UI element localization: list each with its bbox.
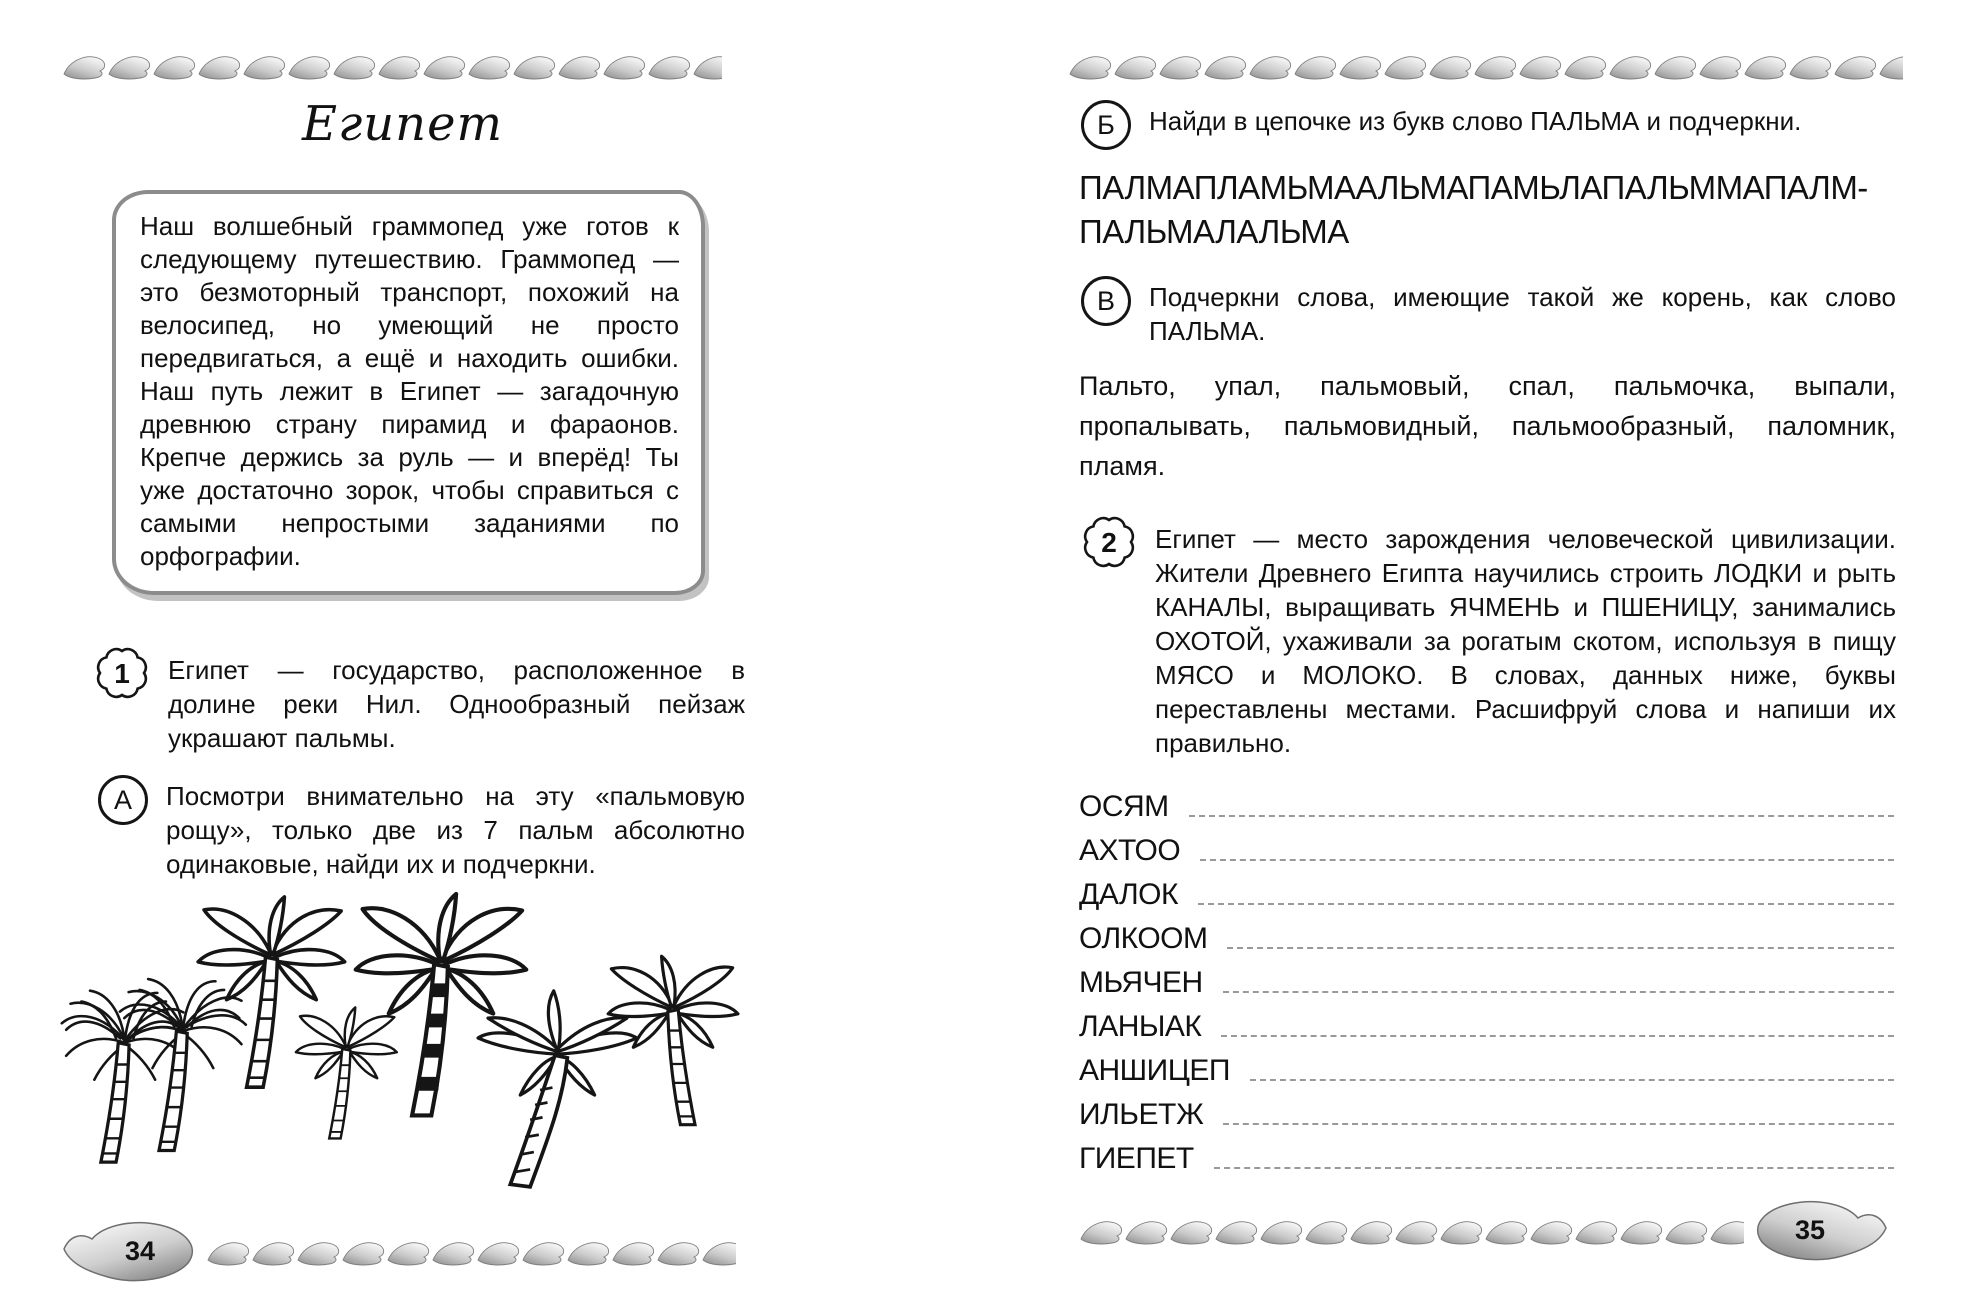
right-page [1063, 52, 1908, 1266]
answer-line[interactable] [1198, 902, 1894, 905]
scrambled-word-row [1079, 826, 1896, 870]
scrambled-word-row [1079, 782, 1896, 826]
scrambled-word: АНШИЦЕП [1079, 1054, 1230, 1087]
root-words-list: Пальто, упал, пальмовый, спал, пальмочка, выпали, пропалывать, пальмовидный, пальмообразный, паломник, пламя. [1079, 371, 1896, 481]
task-b [1081, 102, 1896, 150]
scrambled-words-list [1079, 782, 1896, 1178]
scrambled-word: АХТОО [1079, 834, 1181, 867]
palm-tree-5 [356, 894, 527, 1116]
intro-text: Наш волшебный граммопед уже готов к следующему путешествию. Граммопед — это безмоторный транспорт, похожий на велосипед, но умеющий не просто передвигаться, а ещё и находить ошибки. Наш путь лежит в Египет — загадочную древнюю страну пирамид и фараонов. Крепче держись за руль — и вперёд! Ты уже достаточно зорок, чтобы справиться с самыми непростыми заданиями по орфографии. [140, 211, 679, 571]
task-1-text: Египет — государство, расположенное в долине реки Нил. Однообразный пейзаж украшают пальмы. [168, 655, 745, 753]
scrambled-word-row [1079, 870, 1896, 914]
bottom-border-left [60, 1219, 745, 1287]
bottom-border-right [1079, 1198, 1896, 1266]
palm-tree-2 [120, 979, 246, 1150]
scrambled-word-row [1079, 1134, 1896, 1178]
page-number-leaf [60, 1219, 204, 1287]
task-2 [1081, 520, 1896, 760]
scrambled-word-row [1079, 1090, 1896, 1134]
task-v-badge: В [1081, 276, 1131, 326]
task-a [98, 777, 745, 881]
task-2-text: Египет — место зарождения человеческой цивилизации. Жители Древнего Египта научились строить ЛОДКИ и рыть КАНАЛЫ, выращивать ЯЧМЕНЬ и ПШЕНИЦУ, занимались ОХОТОЙ, ухаживали за рогатым скотом, используя в пищу МЯСО и МОЛОКО. В словах, данных ниже, буквы переставлены местами. Расшифруй слова и напиши их правильно. [1155, 524, 1896, 758]
task-2-badge [1081, 514, 1137, 575]
letter-chain-line-1: ПАЛМАПЛАМЬМААЛЬМАПАМЬЛАПАЛЬММАПАЛМ- [1079, 169, 1868, 206]
scrambled-word: МЬЯЧЕН [1079, 966, 1203, 999]
task-a-badge: А [98, 775, 148, 825]
scrambled-word-row [1079, 1002, 1896, 1046]
scrambled-word-row [1079, 958, 1896, 1002]
scrambled-word: ДАЛОК [1079, 878, 1178, 911]
scrambled-word-row [1079, 1046, 1896, 1090]
task-b-badge: Б [1081, 100, 1131, 150]
top-border-ornament-right [1068, 52, 1903, 82]
task-1 [94, 651, 745, 755]
scrambled-word: ОЛКООМ [1079, 922, 1208, 955]
palm-tree-6 [478, 991, 637, 1187]
scrambled-word: ЛАНЫАК [1079, 1010, 1202, 1043]
page-title: Египет [301, 96, 504, 152]
task-1-badge [94, 645, 150, 706]
intro-speech-box [112, 190, 705, 595]
answer-line[interactable] [1223, 1122, 1894, 1125]
task-b-text: Найди в цепочке из букв слово ПАЛЬМА и подчеркни. [1149, 106, 1802, 136]
bottom-border-ornament-left [206, 1238, 736, 1268]
answer-line[interactable] [1200, 858, 1894, 861]
palm-tree-3 [198, 897, 345, 1087]
answer-line[interactable] [1250, 1078, 1894, 1081]
letter-chain [1079, 166, 1896, 254]
page-number-leaf [1746, 1198, 1890, 1266]
letter-chain-line-2: ПАЛЬМАЛАЛЬМА [1079, 213, 1349, 250]
answer-line[interactable] [1214, 1166, 1894, 1169]
answer-line[interactable] [1223, 990, 1894, 993]
answer-line[interactable] [1221, 1034, 1894, 1037]
bottom-border-ornament-right [1079, 1217, 1744, 1247]
palm-tree-4 [296, 1007, 397, 1138]
page-number-left: 34 [124, 1236, 156, 1266]
palm-grove-illustration [60, 889, 740, 1201]
left-page [60, 52, 745, 1287]
answer-line[interactable] [1189, 814, 1894, 817]
page-number-right: 35 [1794, 1215, 1826, 1245]
task-2-number: 2 [1101, 527, 1117, 558]
task-v [1081, 278, 1896, 348]
task-v-text: Подчеркни слова, имеющие такой же корень, как слово ПАЛЬМА. [1149, 282, 1896, 346]
task-a-text: Посмотри внимательно на эту «пальмовую рощу», только две из 7 пальм абсолютно одинаковые, найди их и подчеркни. [166, 781, 745, 879]
scrambled-word: ГИЕПЕТ [1079, 1142, 1194, 1175]
answer-line[interactable] [1227, 946, 1894, 949]
top-border-ornament-left [62, 52, 722, 82]
task-1-number: 1 [114, 658, 130, 689]
scrambled-word: ОСЯМ [1079, 790, 1169, 823]
scrambled-word: ИЛЬЕТЖ [1079, 1098, 1204, 1131]
scrambled-word-row [1079, 914, 1896, 958]
